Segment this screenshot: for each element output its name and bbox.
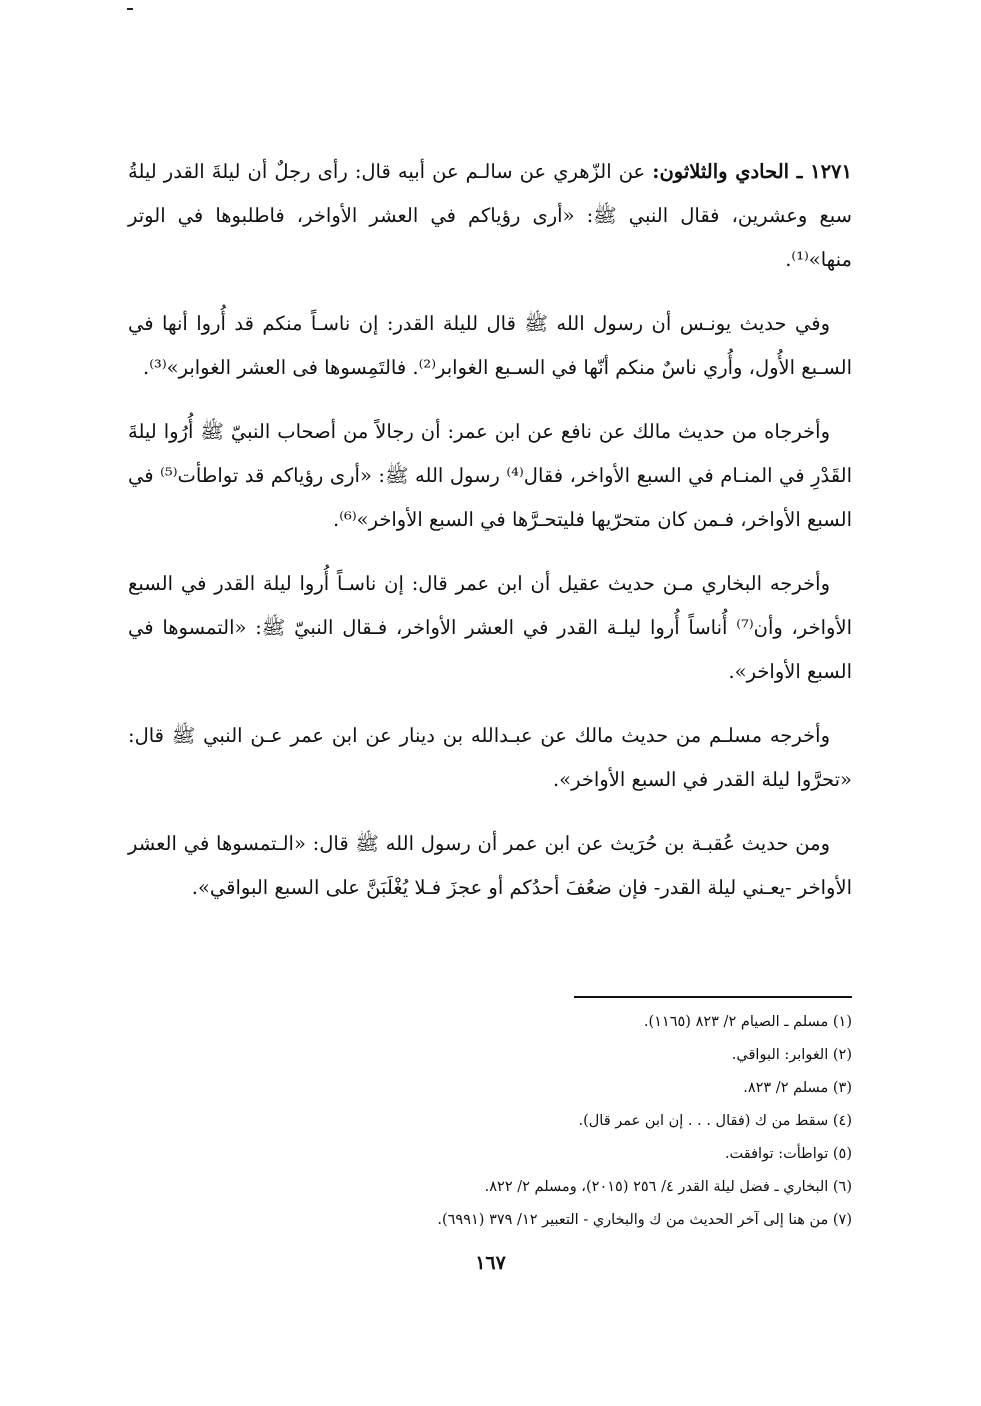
- paragraph-3: وأخرجاه من حديث مالك عن نافع عن ابن عمر: أن رجالاً من أصحاب النبيّ ﷺ أُرُوا ليلةَ القَدْرِ في المنـام في السبع الأواخر، فقال⁽⁴⁾ رسول الله ﷺ: «أرى رؤياكم قد تواطأت⁽⁵⁾ في السبع الأواخر، فـمن كان متحرّيها فليتحـرَّها في السبع الأواخر»⁽⁶⁾.: [128, 420, 852, 531]
- paragraph-1-text: عن الزّهري عن سالـم عن أبيه قال: رأى رجلٌ أن ليلةَ القدر ليلةُ سبع وعشرين، فقال النبي ﷺ: «أرى رؤياكم في العشر الأواخر، فاطلبوها في الوتر منها»⁽¹⁾.: [128, 160, 852, 271]
- main-text: [128, 150, 852, 930]
- footnote-5: (٥) تواطأت: توافقت.: [724, 1146, 852, 1162]
- paragraph-1: [128, 150, 852, 282]
- footnote-6: (٦) البخاري ـ فضل ليلة القدر ٤/ ٢٥٦ (٢٠١٥)، ومسلم ٢/ ٨٢٢.: [484, 1179, 852, 1195]
- footnote-4: (٤) سقط من ك (فقال . . . إن ابن عمر قال).: [578, 1113, 852, 1129]
- footnote-1: (١) مسلم ـ الصيام ٢/ ٨٢٣ (١١٦٥).: [643, 1014, 852, 1030]
- paragraph-5: وأخرجه مسلـم من حديث مالك عن عبـدالله بن دينار عن ابن عمر عـن النبي ﷺ قال: «تحرَّوا ليلة القدر في السبع الأواخر».: [128, 724, 852, 791]
- footnote-separator: [574, 996, 852, 998]
- footnotes: [128, 1006, 852, 1237]
- footnote-7: (٧) من هنا إلى آخر الحديث من ك والبخاري - التعبير ١٢/ ٣٧٩ (٦٩٩١).: [437, 1212, 852, 1228]
- paragraph-6: ومن حديث عُقبـة بن حُرَيث عن ابن عمر أن رسول الله ﷺ قال: «الـتمسوها في العشر الأواخر -يعـني ليلة القدر- فإن ضعُفَ أحدُكم أو عجزَ فـلا يُغْلَبَنَّ على السبع البواقي».: [128, 832, 852, 899]
- page-number: ١٦٧: [475, 1252, 506, 1274]
- hadith-heading: ١٢٧١ ـ الحادي والثلاثون:: [652, 160, 852, 183]
- scan-mark: [127, 8, 133, 10]
- paragraph-2: وفي حديث يونـس أن رسول الله ﷺ قال لليلة القدر: إن ناسـاً منكم قد أُروا أنها في السـبع الأُول، وأُري ناسٌ منكم أنّها في السـبع الغوابر⁽²⁾. فالتَمِسوها فى العشر الغوابر»⁽³⁾.: [128, 312, 852, 379]
- paragraph-4: وأخرجه البخاري مـن حديث عقيل أن ابن عمر قال: إن ناسـاً أُروا ليلة القدر في السبع الأواخر، وأن⁽⁷⁾ أُناساً أُروا ليلـة القدر في العشر الأواخر، فـقال النبيّ ﷺ: «التمسوها في السبع الأواخر».: [128, 572, 852, 683]
- footnote-3: (٣) مسلم ٢/ ٨٢٣.: [743, 1080, 852, 1096]
- footnote-2: (٢) الغوابر: البواقي.: [731, 1047, 852, 1063]
